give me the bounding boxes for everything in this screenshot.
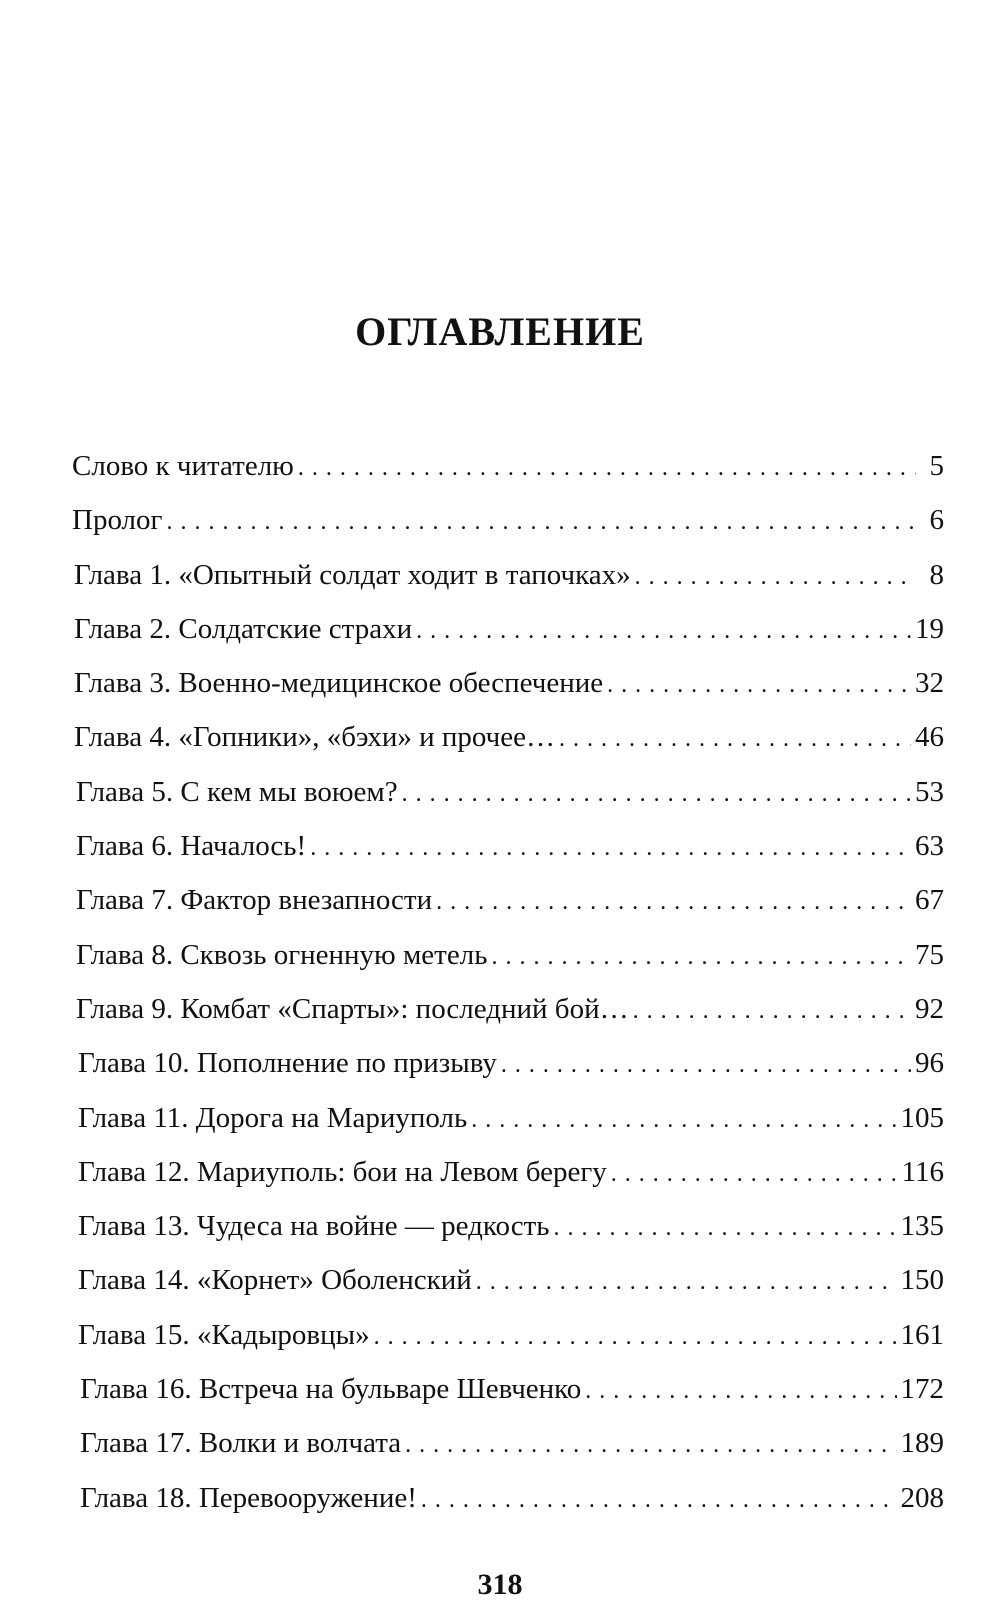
toc-entry-title: Глава 12. Мариуполь: бои на Левом берегу bbox=[78, 1155, 607, 1188]
dot-leader bbox=[607, 665, 911, 705]
toc-entry-page: 46 bbox=[915, 721, 944, 754]
toc-entry-title: Глава 13. Чудеса на войне — редкость bbox=[78, 1210, 550, 1243]
table-of-contents bbox=[72, 446, 944, 1532]
toc-entry bbox=[72, 1206, 944, 1260]
toc-entry-title: Слово к читателю bbox=[72, 450, 294, 482]
toc-entry-title: Глава 1. «Опытный солдат ходит в тапочках» bbox=[74, 558, 631, 591]
toc-entry bbox=[72, 1260, 944, 1314]
dot-leader bbox=[471, 1100, 896, 1140]
toc-entry-page: 150 bbox=[900, 1264, 944, 1297]
dot-leader bbox=[585, 1371, 896, 1411]
toc-entry bbox=[72, 989, 944, 1043]
dot-leader bbox=[491, 937, 911, 977]
toc-entry bbox=[72, 500, 944, 554]
dot-leader bbox=[633, 991, 911, 1031]
toc-entry-title: Глава 3. Военно-медицинское обеспечение bbox=[74, 667, 604, 700]
toc-entry-title: Глава 6. Началось! bbox=[76, 830, 307, 863]
dot-leader bbox=[476, 1262, 897, 1302]
toc-entry-title: Глава 10. Пополнение по призыву bbox=[78, 1047, 497, 1080]
toc-entry-page: 32 bbox=[915, 667, 944, 700]
toc-entry-title: Глава 18. Перевооружение! bbox=[80, 1481, 417, 1514]
toc-entry bbox=[72, 663, 944, 717]
toc-entry-page: 75 bbox=[915, 938, 944, 971]
toc-entry-page: 67 bbox=[915, 884, 944, 917]
toc-entry-page: 161 bbox=[900, 1318, 944, 1351]
toc-entry-title: Глава 14. «Корнет» Оболенский bbox=[78, 1264, 472, 1297]
toc-entry-page: 135 bbox=[900, 1210, 944, 1243]
toc-entry bbox=[72, 935, 944, 989]
toc-entry bbox=[72, 826, 944, 880]
toc-entry bbox=[72, 1369, 944, 1423]
toc-entry bbox=[72, 1315, 944, 1369]
toc-entry-page: 53 bbox=[915, 775, 944, 808]
toc-entry-page: 6 bbox=[929, 504, 944, 537]
toc-entry-page: 19 bbox=[915, 612, 944, 645]
toc-entry-title: Глава 8. Сквозь огненную метель bbox=[76, 938, 488, 971]
toc-entry-title: Глава 7. Фактор внезапности bbox=[76, 884, 433, 917]
toc-entry-page: 8 bbox=[929, 558, 944, 591]
dot-leader bbox=[436, 882, 911, 922]
page-number: 318 bbox=[477, 1568, 523, 1601]
toc-entry-title: Глава 15. «Кадыровцы» bbox=[78, 1318, 370, 1351]
toc-entry-title: Глава 2. Солдатские страхи bbox=[74, 612, 413, 645]
toc-entry-title: Глава 9. Комбат «Спарты»: последний бой… bbox=[76, 992, 629, 1025]
toc-entry bbox=[72, 1423, 944, 1477]
dot-leader bbox=[421, 1480, 897, 1520]
toc-entry bbox=[72, 1043, 944, 1097]
toc-entry bbox=[72, 880, 944, 934]
toc-entry bbox=[72, 1152, 944, 1206]
dot-leader bbox=[166, 502, 916, 542]
toc-entry-page: 92 bbox=[915, 992, 944, 1025]
toc-entry-page: 116 bbox=[901, 1155, 944, 1188]
dot-leader bbox=[402, 774, 911, 814]
toc-entry bbox=[72, 1478, 944, 1532]
dot-leader bbox=[553, 1208, 896, 1248]
dot-leader bbox=[611, 1154, 898, 1194]
toc-entry-page: 172 bbox=[900, 1373, 944, 1406]
toc-entry bbox=[72, 609, 944, 663]
dot-leader bbox=[501, 1045, 911, 1085]
toc-entry-page: 208 bbox=[900, 1481, 944, 1514]
toc-entry-page: 63 bbox=[915, 830, 944, 863]
toc-entry bbox=[72, 446, 944, 500]
dot-leader bbox=[405, 1425, 896, 1465]
toc-entry-title: Глава 5. С кем мы воюем? bbox=[76, 775, 398, 808]
toc-entry-page: 189 bbox=[900, 1427, 944, 1460]
toc-entry bbox=[72, 1098, 944, 1152]
toc-entry-title: Глава 16. Встреча на бульваре Шевченко bbox=[80, 1373, 582, 1406]
page-title: ОГЛАВЛЕНИЕ bbox=[355, 309, 645, 354]
toc-entry-title: Глава 17. Волки и волчата bbox=[80, 1427, 402, 1460]
toc-entry bbox=[72, 717, 944, 771]
toc-entry bbox=[72, 772, 944, 826]
toc-entry-title: Глава 11. Дорога на Мариуполь bbox=[78, 1101, 468, 1134]
toc-entry bbox=[72, 555, 944, 609]
dot-leader bbox=[298, 448, 916, 488]
toc-entry-page: 105 bbox=[900, 1101, 944, 1134]
toc-entry-page: 5 bbox=[929, 450, 944, 482]
toc-entry-title: Глава 4. «Гопники», «бэхи» и прочее… bbox=[74, 721, 555, 754]
dot-leader bbox=[635, 557, 916, 597]
dot-leader bbox=[559, 719, 911, 759]
toc-entry-page: 96 bbox=[915, 1047, 944, 1080]
dot-leader bbox=[310, 828, 911, 868]
toc-entry-title: Пролог bbox=[72, 504, 163, 537]
dot-leader bbox=[416, 611, 911, 651]
dot-leader bbox=[374, 1317, 897, 1357]
